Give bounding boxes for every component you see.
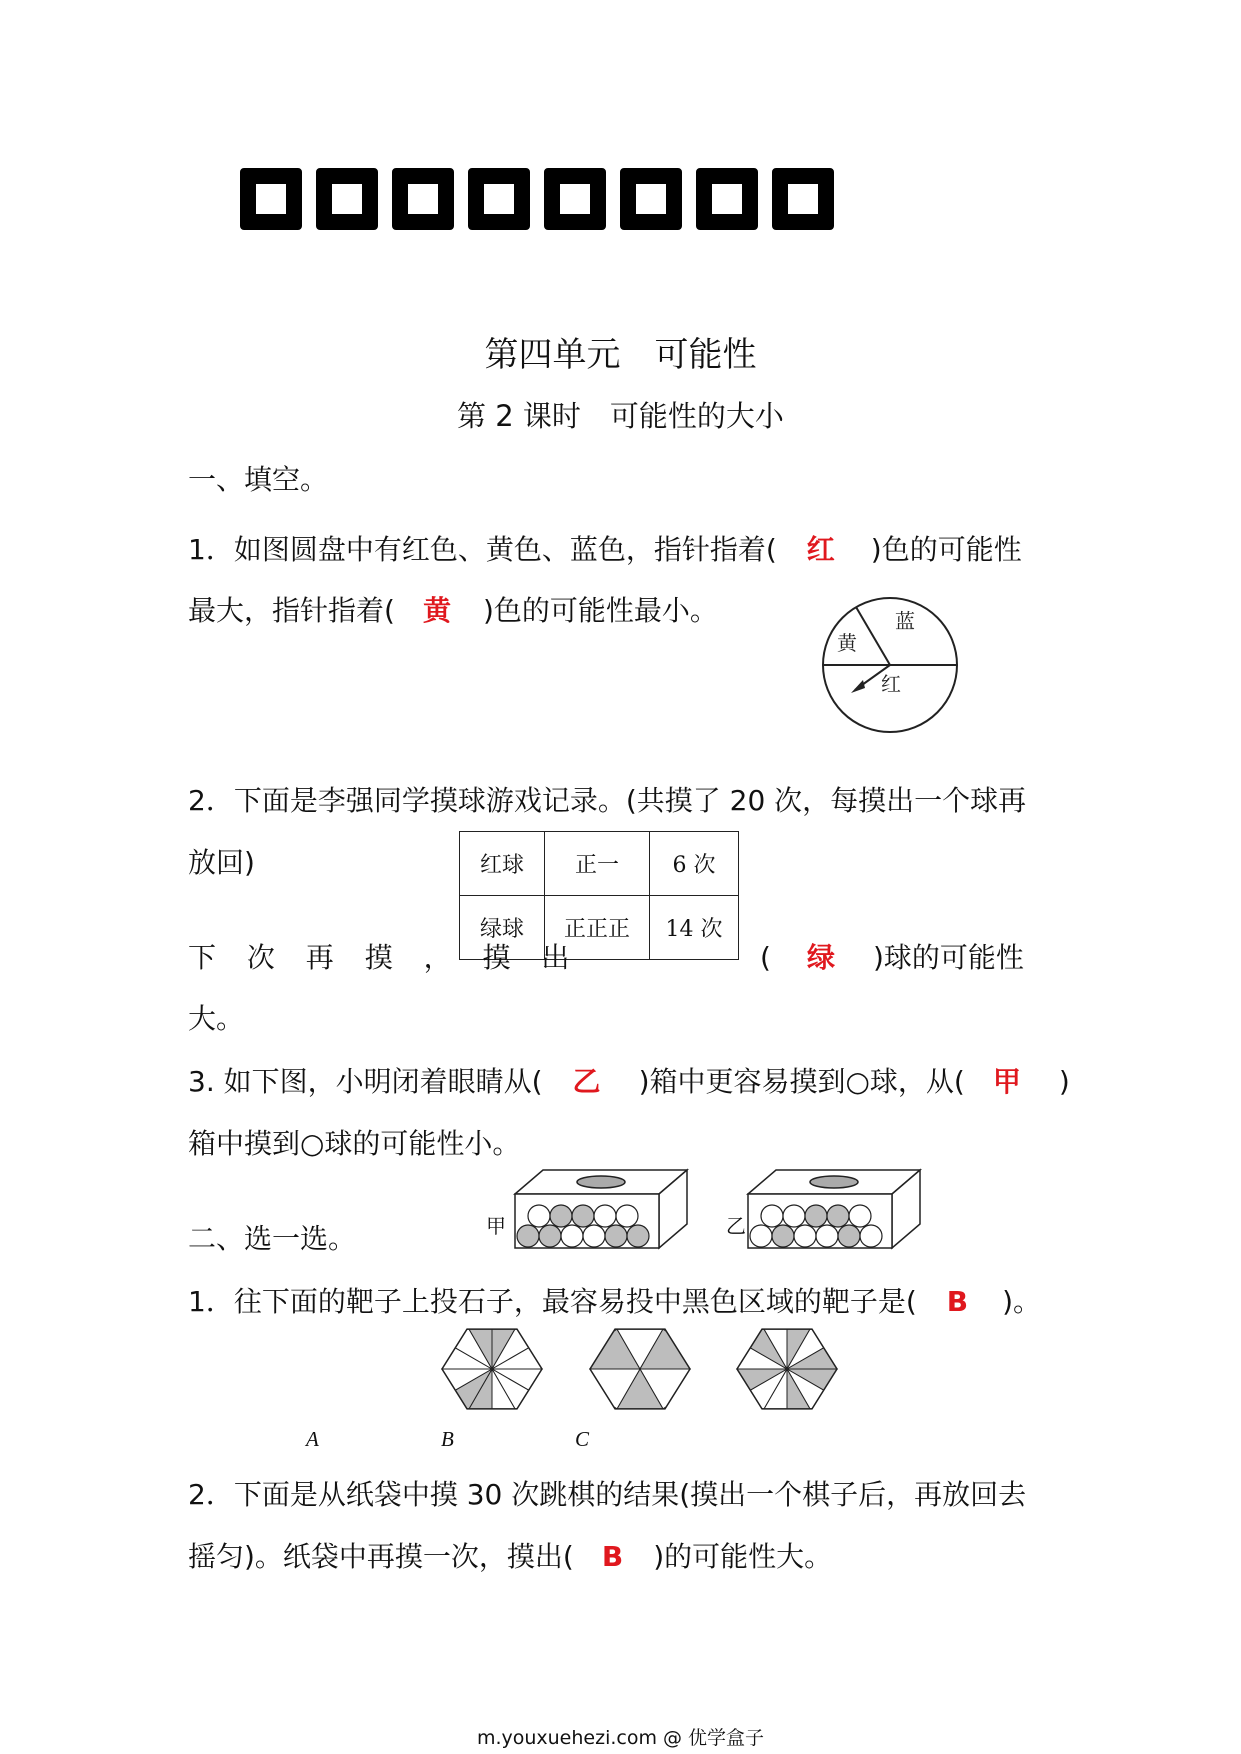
q2-line3-paren-open: ( <box>760 941 771 974</box>
page-title: 第四单元 可能性 <box>484 335 757 375</box>
q2-line3-text-b: )球的可能性 <box>872 941 1024 974</box>
table-cell: 红球 <box>460 832 545 896</box>
target-b-sectors <box>590 1329 690 1409</box>
s2-q1-text-b: )。 <box>1002 1285 1042 1318</box>
placeholder-glyph <box>240 168 302 230</box>
ball <box>539 1225 561 1247</box>
ball <box>805 1205 827 1227</box>
s2-q2-line2 <box>188 1537 832 1577</box>
s2-q2-text-b: )的可能性大。 <box>653 1540 833 1573</box>
ball <box>860 1225 882 1247</box>
ball <box>838 1225 860 1247</box>
disc-label-blue: 蓝 <box>895 609 915 633</box>
placeholder-glyph <box>392 168 454 230</box>
table-cell: 正正正 <box>545 896 650 960</box>
q1-line2-text-b: )色的可能性最小。 <box>482 594 718 627</box>
q2-line2: 放回) <box>188 846 255 879</box>
ball <box>761 1205 783 1227</box>
target-a <box>440 1322 545 1416</box>
target-c-sectors <box>737 1329 837 1409</box>
q1-line2-text-a: 最大，指针指着( <box>188 594 395 627</box>
q2-line4: 大。 <box>188 1002 245 1035</box>
q2-line3-answer-group <box>760 938 1024 978</box>
q3-answer-1: 乙 <box>572 1065 601 1098</box>
q2-line3-text-a: 下 次 再 摸 ， 摸 出 <box>188 941 581 974</box>
s2-q2-answer: B <box>601 1540 624 1573</box>
section2-heading: 二、选一选。 <box>188 1222 357 1255</box>
q2-answer: 绿 <box>806 941 835 974</box>
spinner-disc <box>815 590 965 740</box>
placeholder-glyph <box>772 168 834 230</box>
box-jia-diagram <box>513 1166 693 1252</box>
placeholder-glyph <box>316 168 378 230</box>
q2-line1: 2．下面是李强同学摸球游戏记录。(共摸了 20 次，每摸出一个球再 <box>188 784 1027 817</box>
ball <box>572 1205 594 1227</box>
ball <box>616 1205 638 1227</box>
box-yi-diagram <box>746 1166 926 1252</box>
q3-line1-text-b: )箱中更容易摸到○球，从( <box>638 1065 965 1098</box>
disc-label-red: 红 <box>881 672 901 696</box>
target-b <box>588 1322 693 1416</box>
section1-heading: 一、填空。 <box>188 463 329 496</box>
ball <box>783 1205 805 1227</box>
header-placeholder-glyphs <box>240 168 834 230</box>
q3-answer-2: 甲 <box>992 1065 1021 1098</box>
footer-source: m.youxuehezi.com @ 优学盒子 <box>476 1727 765 1749</box>
s2-q2-text-a: 摇匀)。纸袋中再摸一次，摸出( <box>188 1540 574 1573</box>
placeholder-glyph <box>544 168 606 230</box>
ball <box>550 1205 572 1227</box>
q1-line1-text-a: 1．如图圆盘中有红色、黄色、蓝色，指针指着( <box>188 533 777 566</box>
q1-line1-text-b: )色的可能性 <box>870 533 1022 566</box>
table-cell: 6 次 <box>650 832 739 896</box>
ball <box>561 1225 583 1247</box>
disc-label-yellow: 黄 <box>837 631 857 655</box>
q3-line1 <box>188 1062 1070 1102</box>
table-cell: 14 次 <box>650 896 739 960</box>
s2-q2-line1: 2．下面是从纸袋中摸 30 次跳棋的结果(摸出一个棋子后，再放回去 <box>188 1478 1027 1511</box>
s2-q1-text-a: 1．往下面的靶子上投石子，最容易投中黑色区域的靶子是( <box>188 1285 917 1318</box>
ball <box>794 1225 816 1247</box>
s2-q1-answer: B <box>946 1285 969 1318</box>
q1-answer-2: 黄 <box>422 594 451 627</box>
ball <box>627 1225 649 1247</box>
ball <box>583 1225 605 1247</box>
target-a-sectors <box>442 1329 542 1409</box>
option-label-c: C <box>575 1427 590 1451</box>
box-label-yi: 乙 <box>726 1214 746 1238</box>
ball <box>772 1225 794 1247</box>
s2-q1-line <box>188 1282 1041 1322</box>
box-opening <box>810 1176 858 1188</box>
q1-line2 <box>188 591 718 631</box>
target-c <box>735 1322 840 1416</box>
placeholder-glyph <box>696 168 758 230</box>
q3-line1-text-a: 3. 如下图，小明闭着眼睛从( <box>188 1065 543 1098</box>
ball <box>528 1205 550 1227</box>
table-cell: 正一 <box>545 832 650 896</box>
ball <box>594 1205 616 1227</box>
ball <box>827 1205 849 1227</box>
ball <box>517 1225 539 1247</box>
q1-answer-1: 红 <box>806 533 835 566</box>
q3-line2: 箱中摸到○球的可能性小。 <box>188 1127 521 1160</box>
placeholder-glyph <box>468 168 530 230</box>
q1-line1 <box>188 530 1022 570</box>
placeholder-glyph <box>620 168 682 230</box>
table-row <box>460 832 739 896</box>
ball <box>750 1225 772 1247</box>
box-opening <box>577 1176 625 1188</box>
ball <box>849 1205 871 1227</box>
table-cell: 绿球 <box>460 896 545 960</box>
box-label-jia: 甲 <box>486 1214 506 1238</box>
page-subtitle: 第 2 课时 可能性的大小 <box>457 399 784 433</box>
ball <box>816 1225 838 1247</box>
option-label-a: A <box>306 1427 319 1451</box>
ball <box>605 1225 627 1247</box>
option-label-b: B <box>441 1427 454 1451</box>
q3-line1-text-c: ) <box>1058 1065 1070 1098</box>
